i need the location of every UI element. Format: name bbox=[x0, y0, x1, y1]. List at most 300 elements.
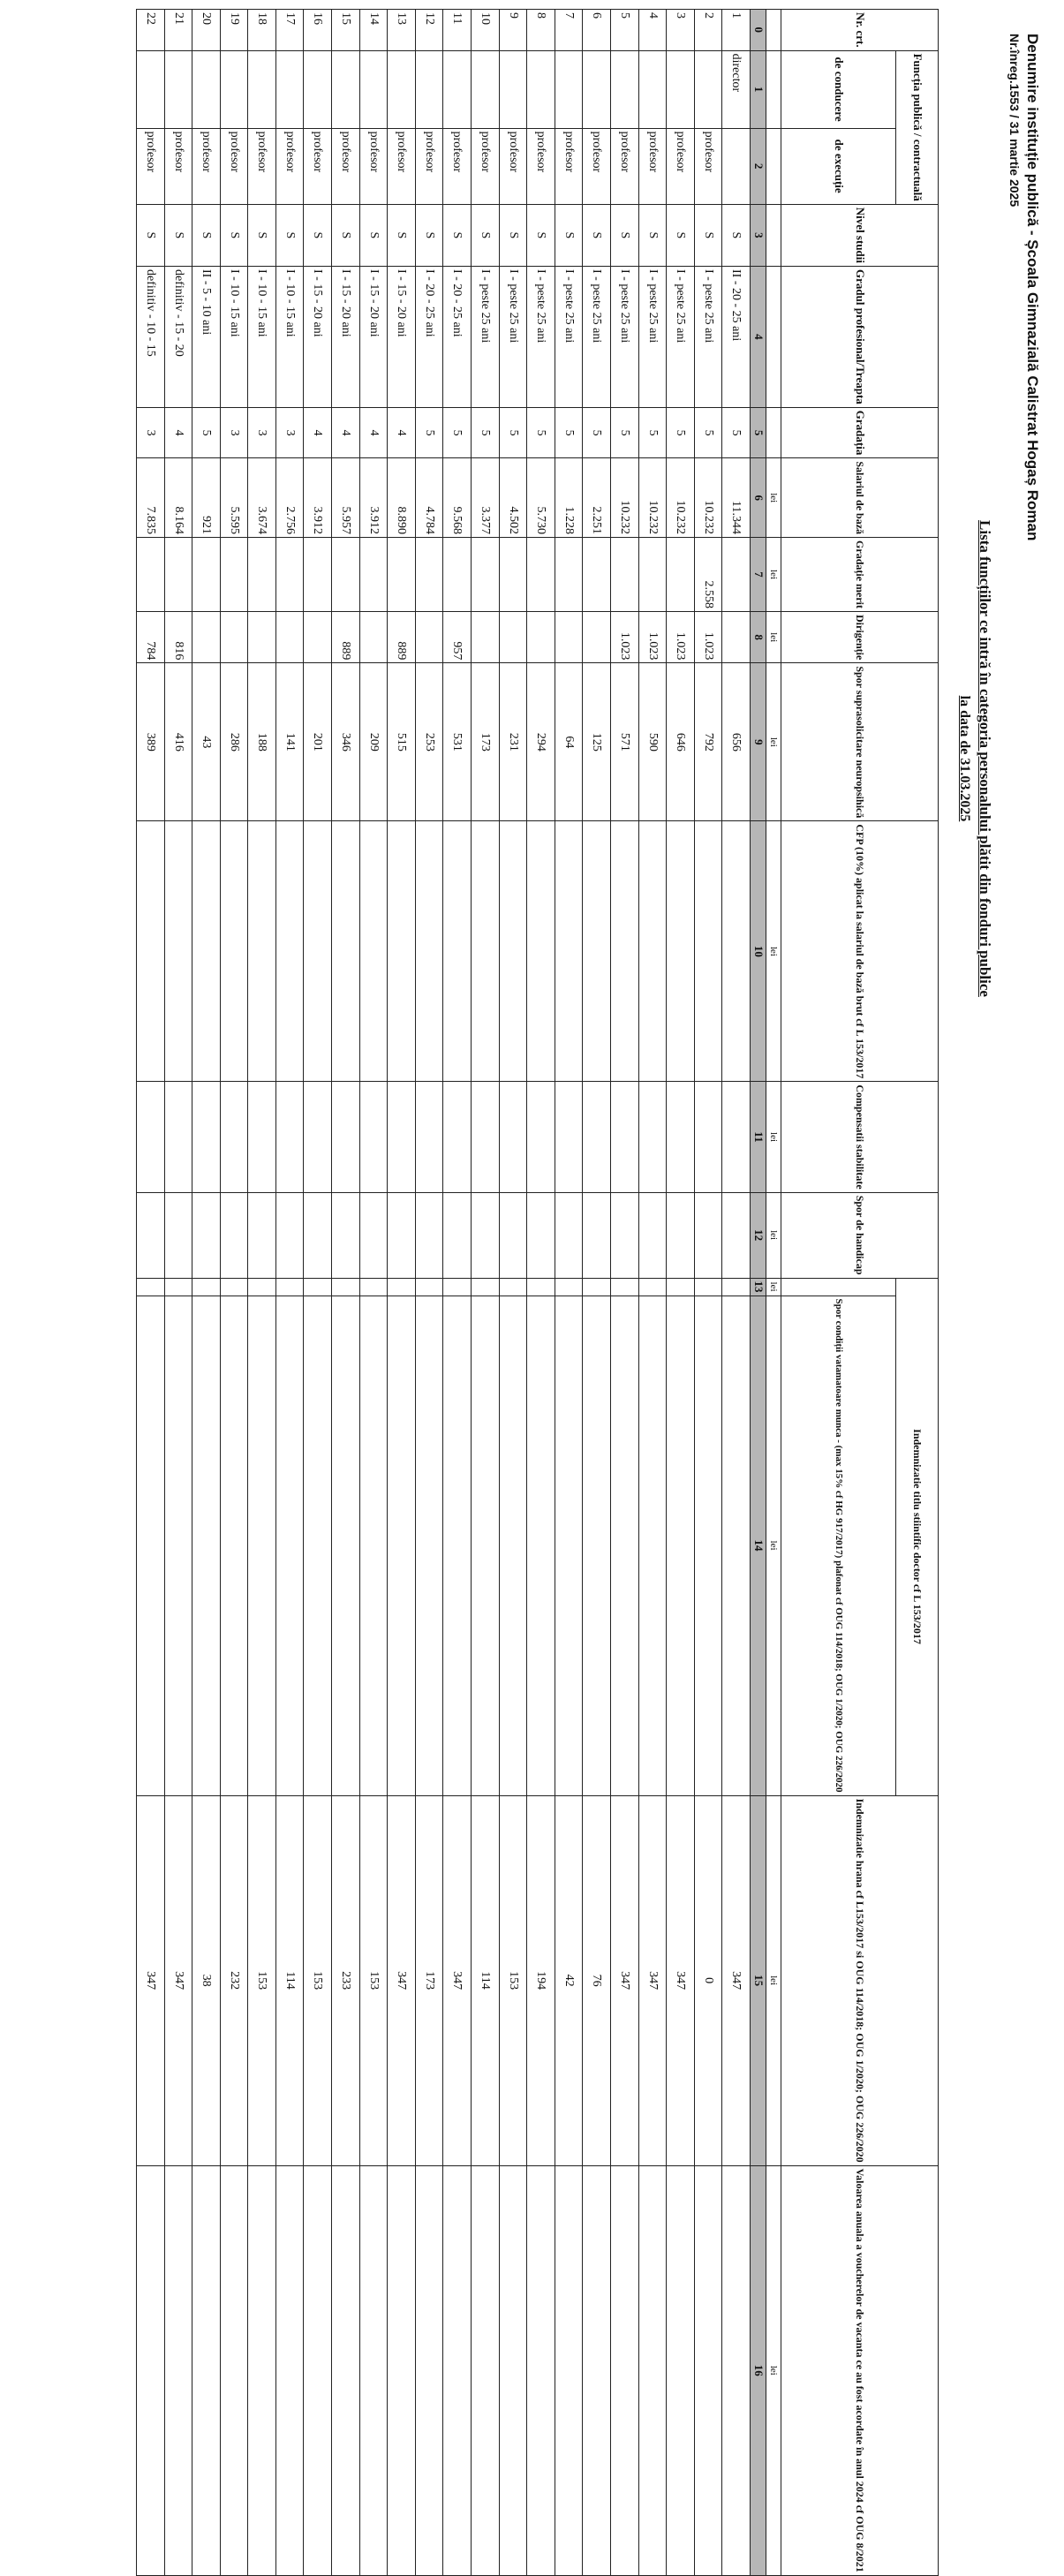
conducere-cell bbox=[388, 50, 416, 128]
salariul-cell: 5.595 bbox=[220, 458, 248, 538]
salariul-cell: 7.835 bbox=[136, 458, 164, 538]
gradatia-cell: 3 bbox=[275, 407, 304, 458]
spor-cell: 515 bbox=[388, 663, 416, 821]
header-hrana: Indemnizatie hrana cf L153/2017 si OUG 114/2018; OUG 1/2020; OUG 226/2020 bbox=[781, 1795, 939, 2165]
unit-label: lei bbox=[766, 538, 781, 612]
hrana-cell: 347 bbox=[136, 1795, 164, 2165]
gradatia-cell: 5 bbox=[638, 407, 667, 458]
handicap-cell bbox=[583, 1192, 611, 1278]
executie-cell: profesor bbox=[443, 128, 472, 204]
vatamatoare-cell bbox=[275, 1296, 304, 1795]
vatamatoare-cell bbox=[415, 1296, 443, 1795]
grad-cell: definitiv - 10 - 15 bbox=[136, 267, 164, 408]
hrana-cell: 153 bbox=[304, 1795, 332, 2165]
conducere-cell bbox=[527, 50, 555, 128]
cfp-cell bbox=[359, 821, 388, 1082]
gradatia-cell: 5 bbox=[415, 407, 443, 458]
doctor-cell bbox=[304, 1278, 332, 1296]
merit-cell bbox=[248, 538, 276, 612]
handicap-cell bbox=[164, 1192, 192, 1278]
cfp-cell bbox=[248, 821, 276, 1082]
header-salariul: Salariul de bază bbox=[781, 458, 939, 538]
row-number: 6 bbox=[583, 10, 611, 51]
doctor-cell bbox=[443, 1278, 472, 1296]
vatamatoare-cell bbox=[583, 1296, 611, 1795]
handicap-cell bbox=[499, 1192, 527, 1278]
merit-cell bbox=[555, 538, 583, 612]
vatamatoare-cell bbox=[499, 1296, 527, 1795]
header-nr: Nr. crt. bbox=[781, 10, 939, 51]
nivel-cell: S bbox=[527, 204, 555, 266]
spor-cell: 43 bbox=[192, 663, 221, 821]
salariul-cell: 5.730 bbox=[527, 458, 555, 538]
cfp-cell bbox=[164, 821, 192, 1082]
hrana-cell: 0 bbox=[694, 1795, 722, 2165]
spor-cell: 141 bbox=[275, 663, 304, 821]
vatamatoare-cell bbox=[694, 1296, 722, 1795]
hrana-cell: 347 bbox=[164, 1795, 192, 2165]
row-number: 14 bbox=[359, 10, 388, 51]
grad-cell: I - 10 - 15 ani bbox=[248, 267, 276, 408]
grad-cell: I - 20 - 25 ani bbox=[415, 267, 443, 408]
dirigentie-cell: 1.023 bbox=[667, 612, 695, 663]
spor-cell: 346 bbox=[332, 663, 360, 821]
column-number-row bbox=[751, 10, 766, 2576]
handicap-cell bbox=[638, 1192, 667, 1278]
vouchere-cell bbox=[583, 2165, 611, 2575]
doctor-cell bbox=[527, 1278, 555, 1296]
dirigentie-cell: 957 bbox=[443, 612, 472, 663]
hrana-cell: 153 bbox=[248, 1795, 276, 2165]
document-title: Lista funcțiilor ce intră în categoria personalului plătit din fonduri publice bbox=[977, 520, 993, 997]
grad-cell: I - peste 25 ani bbox=[611, 267, 639, 408]
doctor-cell bbox=[332, 1278, 360, 1296]
table-row bbox=[192, 10, 221, 2576]
gradatia-cell: 3 bbox=[248, 407, 276, 458]
row-number: 3 bbox=[667, 10, 695, 51]
table-row bbox=[443, 10, 472, 2576]
row-number: 4 bbox=[638, 10, 667, 51]
executie-cell: profesor bbox=[220, 128, 248, 204]
table-row bbox=[275, 10, 304, 2576]
handicap-cell bbox=[332, 1192, 360, 1278]
compensatii-cell bbox=[220, 1082, 248, 1192]
gradatia-cell: 5 bbox=[555, 407, 583, 458]
doctor-cell bbox=[472, 1278, 500, 1296]
vouchere-cell bbox=[443, 2165, 472, 2575]
conducere-cell bbox=[694, 50, 722, 128]
merit-cell: 2.558 bbox=[694, 538, 722, 612]
conducere-cell bbox=[611, 50, 639, 128]
salariul-cell: 8.164 bbox=[164, 458, 192, 538]
conducere-cell bbox=[583, 50, 611, 128]
vouchere-cell bbox=[220, 2165, 248, 2575]
hrana-cell: 347 bbox=[667, 1795, 695, 2165]
nivel-cell: S bbox=[164, 204, 192, 266]
compensatii-cell bbox=[304, 1082, 332, 1192]
column-number: 2 bbox=[751, 128, 766, 204]
gradatia-cell: 5 bbox=[499, 407, 527, 458]
table-row bbox=[164, 10, 192, 2576]
unit-label: lei bbox=[766, 1192, 781, 1278]
nivel-cell: S bbox=[667, 204, 695, 266]
unit-label: lei bbox=[766, 1278, 781, 1296]
spor-cell: 201 bbox=[304, 663, 332, 821]
gradatia-cell: 4 bbox=[332, 407, 360, 458]
row-number: 12 bbox=[415, 10, 443, 51]
spor-cell: 188 bbox=[248, 663, 276, 821]
doctor-cell bbox=[583, 1278, 611, 1296]
hrana-cell: 114 bbox=[472, 1795, 500, 2165]
table-row bbox=[694, 10, 722, 2576]
dirigentie-cell bbox=[583, 612, 611, 663]
spor-cell: 253 bbox=[415, 663, 443, 821]
column-number: 14 bbox=[751, 1296, 766, 1795]
handicap-cell bbox=[472, 1192, 500, 1278]
executie-cell: profesor bbox=[332, 128, 360, 204]
hrana-cell: 232 bbox=[220, 1795, 248, 2165]
doctor-cell bbox=[359, 1278, 388, 1296]
dirigentie-cell bbox=[192, 612, 221, 663]
cfp-cell bbox=[611, 821, 639, 1082]
dirigentie-cell bbox=[359, 612, 388, 663]
cfp-cell bbox=[583, 821, 611, 1082]
vouchere-cell bbox=[304, 2165, 332, 2575]
nivel-cell: S bbox=[638, 204, 667, 266]
nivel-cell: S bbox=[722, 204, 751, 266]
vatamatoare-cell bbox=[555, 1296, 583, 1795]
unit-label: lei bbox=[766, 1795, 781, 2165]
vouchere-cell bbox=[472, 2165, 500, 2575]
dirigentie-cell: 784 bbox=[136, 612, 164, 663]
vouchere-cell bbox=[248, 2165, 276, 2575]
vouchere-cell bbox=[667, 2165, 695, 2575]
nivel-cell: S bbox=[694, 204, 722, 266]
executie-cell: profesor bbox=[304, 128, 332, 204]
salariul-cell: 10.232 bbox=[694, 458, 722, 538]
header-dirigentie: Dirigenție bbox=[781, 612, 939, 663]
cfp-cell bbox=[332, 821, 360, 1082]
gradatia-cell: 4 bbox=[388, 407, 416, 458]
merit-cell bbox=[443, 538, 472, 612]
dirigentie-cell bbox=[220, 612, 248, 663]
gradatia-cell: 3 bbox=[136, 407, 164, 458]
conducere-cell bbox=[638, 50, 667, 128]
vouchere-cell bbox=[388, 2165, 416, 2575]
salariul-cell: 3.912 bbox=[359, 458, 388, 538]
spor-cell: 209 bbox=[359, 663, 388, 821]
executie-cell: profesor bbox=[248, 128, 276, 204]
cfp-cell bbox=[527, 821, 555, 1082]
doctor-cell bbox=[164, 1278, 192, 1296]
vatamatoare-cell bbox=[248, 1296, 276, 1795]
column-number: 13 bbox=[751, 1278, 766, 1296]
row-number: 5 bbox=[611, 10, 639, 51]
spor-cell: 64 bbox=[555, 663, 583, 821]
handicap-cell bbox=[611, 1192, 639, 1278]
grad-cell: I - 15 - 20 ani bbox=[359, 267, 388, 408]
compensatii-cell bbox=[164, 1082, 192, 1192]
salariul-cell: 1.228 bbox=[555, 458, 583, 538]
cfp-cell bbox=[555, 821, 583, 1082]
gradatia-cell: 3 bbox=[220, 407, 248, 458]
unit-label: lei bbox=[766, 1082, 781, 1192]
executie-cell: profesor bbox=[527, 128, 555, 204]
nivel-cell: S bbox=[443, 204, 472, 266]
column-number: 1 bbox=[751, 50, 766, 128]
executie-cell bbox=[722, 128, 751, 204]
hrana-cell: 153 bbox=[499, 1795, 527, 2165]
vatamatoare-cell bbox=[667, 1296, 695, 1795]
salariul-cell: 2.756 bbox=[275, 458, 304, 538]
gradatia-cell: 4 bbox=[164, 407, 192, 458]
handicap-cell bbox=[359, 1192, 388, 1278]
grad-cell: definitiv - 15 - 20 bbox=[164, 267, 192, 408]
row-number: 20 bbox=[192, 10, 221, 51]
nivel-cell: S bbox=[304, 204, 332, 266]
header-doctor: Indemnizatie titlu stiintific doctor cf L 153/2017 bbox=[896, 1278, 939, 1795]
header-merit: Gradație merit bbox=[781, 538, 939, 612]
compensatii-cell bbox=[248, 1082, 276, 1192]
header-conducere: de conducere bbox=[781, 50, 896, 128]
row-number: 19 bbox=[220, 10, 248, 51]
doctor-cell bbox=[499, 1278, 527, 1296]
handicap-cell bbox=[694, 1192, 722, 1278]
hrana-cell: 347 bbox=[722, 1795, 751, 2165]
merit-cell bbox=[275, 538, 304, 612]
cfp-cell bbox=[220, 821, 248, 1082]
conducere-cell bbox=[472, 50, 500, 128]
grad-cell: I - peste 25 ani bbox=[694, 267, 722, 408]
table-row bbox=[611, 10, 639, 2576]
institution-name: Denumire instituție publică - Școala Gimnazială Calistrat Hogaș Roman bbox=[1024, 34, 1041, 541]
gradatia-cell: 5 bbox=[443, 407, 472, 458]
nivel-cell: S bbox=[332, 204, 360, 266]
handicap-cell bbox=[388, 1192, 416, 1278]
vouchere-cell bbox=[192, 2165, 221, 2575]
executie-cell: profesor bbox=[359, 128, 388, 204]
merit-cell bbox=[332, 538, 360, 612]
table-row bbox=[359, 10, 388, 2576]
gradatia-cell: 5 bbox=[583, 407, 611, 458]
conducere-cell bbox=[443, 50, 472, 128]
merit-cell bbox=[611, 538, 639, 612]
handicap-cell bbox=[722, 1192, 751, 1278]
header-nivel: Nivel studii bbox=[781, 204, 939, 266]
hrana-cell: 153 bbox=[359, 1795, 388, 2165]
merit-cell bbox=[583, 538, 611, 612]
nivel-cell: S bbox=[555, 204, 583, 266]
handicap-cell bbox=[136, 1192, 164, 1278]
dirigentie-cell bbox=[499, 612, 527, 663]
gradatia-cell: 4 bbox=[359, 407, 388, 458]
positions-table bbox=[136, 9, 939, 2576]
conducere-cell bbox=[667, 50, 695, 128]
gradatia-cell: 5 bbox=[611, 407, 639, 458]
executie-cell: profesor bbox=[192, 128, 221, 204]
compensatii-cell bbox=[332, 1082, 360, 1192]
column-number: 11 bbox=[751, 1082, 766, 1192]
spor-cell: 656 bbox=[722, 663, 751, 821]
conducere-cell: director bbox=[722, 50, 751, 128]
conducere-cell bbox=[332, 50, 360, 128]
merit-cell bbox=[667, 538, 695, 612]
vouchere-cell bbox=[694, 2165, 722, 2575]
executie-cell: profesor bbox=[275, 128, 304, 204]
gradatia-cell: 5 bbox=[667, 407, 695, 458]
vatamatoare-cell bbox=[304, 1296, 332, 1795]
compensatii-cell bbox=[583, 1082, 611, 1192]
conducere-cell bbox=[192, 50, 221, 128]
vatamatoare-cell bbox=[722, 1296, 751, 1795]
salariul-cell: 9.568 bbox=[443, 458, 472, 538]
vouchere-cell bbox=[415, 2165, 443, 2575]
handicap-cell bbox=[304, 1192, 332, 1278]
spor-cell: 389 bbox=[136, 663, 164, 821]
table-row bbox=[304, 10, 332, 2576]
salariul-cell: 3.674 bbox=[248, 458, 276, 538]
merit-cell bbox=[388, 538, 416, 612]
doctor-cell bbox=[220, 1278, 248, 1296]
doctor-cell bbox=[722, 1278, 751, 1296]
vouchere-cell bbox=[611, 2165, 639, 2575]
handicap-cell bbox=[192, 1192, 221, 1278]
gradatia-cell: 5 bbox=[472, 407, 500, 458]
merit-cell bbox=[722, 538, 751, 612]
compensatii-cell bbox=[192, 1082, 221, 1192]
dirigentie-cell bbox=[248, 612, 276, 663]
unit-label: lei bbox=[766, 458, 781, 538]
executie-cell: profesor bbox=[611, 128, 639, 204]
doctor-cell bbox=[638, 1278, 667, 1296]
salariul-cell: 3.912 bbox=[304, 458, 332, 538]
unit-label: lei bbox=[766, 2165, 781, 2575]
grad-cell: I - peste 25 ani bbox=[638, 267, 667, 408]
spor-cell: 231 bbox=[499, 663, 527, 821]
grad-cell: I - 15 - 20 ani bbox=[388, 267, 416, 408]
cfp-cell bbox=[136, 821, 164, 1082]
salariul-cell: 10.232 bbox=[667, 458, 695, 538]
hrana-cell: 347 bbox=[638, 1795, 667, 2165]
compensatii-cell bbox=[555, 1082, 583, 1192]
header-handicap: Spor de handicap bbox=[781, 1192, 939, 1278]
table-row bbox=[332, 10, 360, 2576]
gradatia-cell: 5 bbox=[722, 407, 751, 458]
row-number: 7 bbox=[555, 10, 583, 51]
compensatii-cell bbox=[415, 1082, 443, 1192]
salariul-cell: 11.344 bbox=[722, 458, 751, 538]
cfp-cell bbox=[275, 821, 304, 1082]
salariul-cell: 2.251 bbox=[583, 458, 611, 538]
dirigentie-cell: 889 bbox=[332, 612, 360, 663]
row-number: 16 bbox=[304, 10, 332, 51]
compensatii-cell bbox=[527, 1082, 555, 1192]
doctor-cell bbox=[667, 1278, 695, 1296]
compensatii-cell bbox=[472, 1082, 500, 1192]
merit-cell bbox=[164, 538, 192, 612]
grad-cell: I - peste 25 ani bbox=[472, 267, 500, 408]
compensatii-cell bbox=[611, 1082, 639, 1192]
salariul-cell: 5.957 bbox=[332, 458, 360, 538]
compensatii-cell bbox=[136, 1082, 164, 1192]
hrana-cell: 194 bbox=[527, 1795, 555, 2165]
vatamatoare-cell bbox=[472, 1296, 500, 1795]
column-number: 0 bbox=[751, 10, 766, 51]
dirigentie-cell bbox=[304, 612, 332, 663]
nivel-cell: S bbox=[611, 204, 639, 266]
table-row bbox=[136, 10, 164, 2576]
grad-cell: I - 15 - 20 ani bbox=[332, 267, 360, 408]
executie-cell: profesor bbox=[555, 128, 583, 204]
conducere-cell bbox=[220, 50, 248, 128]
vouchere-cell bbox=[332, 2165, 360, 2575]
hrana-cell: 233 bbox=[332, 1795, 360, 2165]
compensatii-cell bbox=[388, 1082, 416, 1192]
dirigentie-cell bbox=[722, 612, 751, 663]
merit-cell bbox=[472, 538, 500, 612]
compensatii-cell bbox=[359, 1082, 388, 1192]
compensatii-cell bbox=[443, 1082, 472, 1192]
nivel-cell: S bbox=[472, 204, 500, 266]
grad-cell: II - 20 - 25 ani bbox=[722, 267, 751, 408]
unit-label: lei bbox=[766, 663, 781, 821]
column-number: 8 bbox=[751, 612, 766, 663]
nivel-cell: S bbox=[220, 204, 248, 266]
salariul-cell: 10.232 bbox=[638, 458, 667, 538]
spor-cell: 590 bbox=[638, 663, 667, 821]
header-cfp: CFP (10%) aplicat la salariul de bază brut cf L 153/2017 bbox=[781, 821, 939, 1082]
registration-number: Nr.înreg.1553 / 31 martie 2025 bbox=[1007, 34, 1022, 208]
vouchere-cell bbox=[275, 2165, 304, 2575]
dirigentie-cell bbox=[415, 612, 443, 663]
table-row bbox=[415, 10, 443, 2576]
column-number: 5 bbox=[751, 407, 766, 458]
compensatii-cell bbox=[638, 1082, 667, 1192]
cfp-cell bbox=[472, 821, 500, 1082]
spor-cell: 531 bbox=[443, 663, 472, 821]
handicap-cell bbox=[555, 1192, 583, 1278]
vouchere-cell bbox=[555, 2165, 583, 2575]
compensatii-cell bbox=[667, 1082, 695, 1192]
header-gradatia: Gradația bbox=[781, 407, 939, 458]
hrana-cell: 347 bbox=[611, 1795, 639, 2165]
salariul-cell: 4.502 bbox=[499, 458, 527, 538]
merit-cell bbox=[527, 538, 555, 612]
table-row bbox=[248, 10, 276, 2576]
column-number: 9 bbox=[751, 663, 766, 821]
conducere-cell bbox=[304, 50, 332, 128]
spor-cell: 646 bbox=[667, 663, 695, 821]
handicap-cell bbox=[275, 1192, 304, 1278]
nivel-cell: S bbox=[415, 204, 443, 266]
grad-cell: I - 15 - 20 ani bbox=[304, 267, 332, 408]
row-number: 8 bbox=[527, 10, 555, 51]
column-number: 15 bbox=[751, 1795, 766, 2165]
merit-cell bbox=[499, 538, 527, 612]
dirigentie-cell bbox=[472, 612, 500, 663]
header-blank bbox=[781, 1278, 896, 1296]
spor-cell: 286 bbox=[220, 663, 248, 821]
merit-cell bbox=[136, 538, 164, 612]
column-number: 10 bbox=[751, 821, 766, 1082]
salariul-cell: 10.232 bbox=[611, 458, 639, 538]
vouchere-cell bbox=[359, 2165, 388, 2575]
nivel-cell: S bbox=[248, 204, 276, 266]
hrana-cell: 76 bbox=[583, 1795, 611, 2165]
column-number: 6 bbox=[751, 458, 766, 538]
row-number: 11 bbox=[443, 10, 472, 51]
nivel-cell: S bbox=[275, 204, 304, 266]
